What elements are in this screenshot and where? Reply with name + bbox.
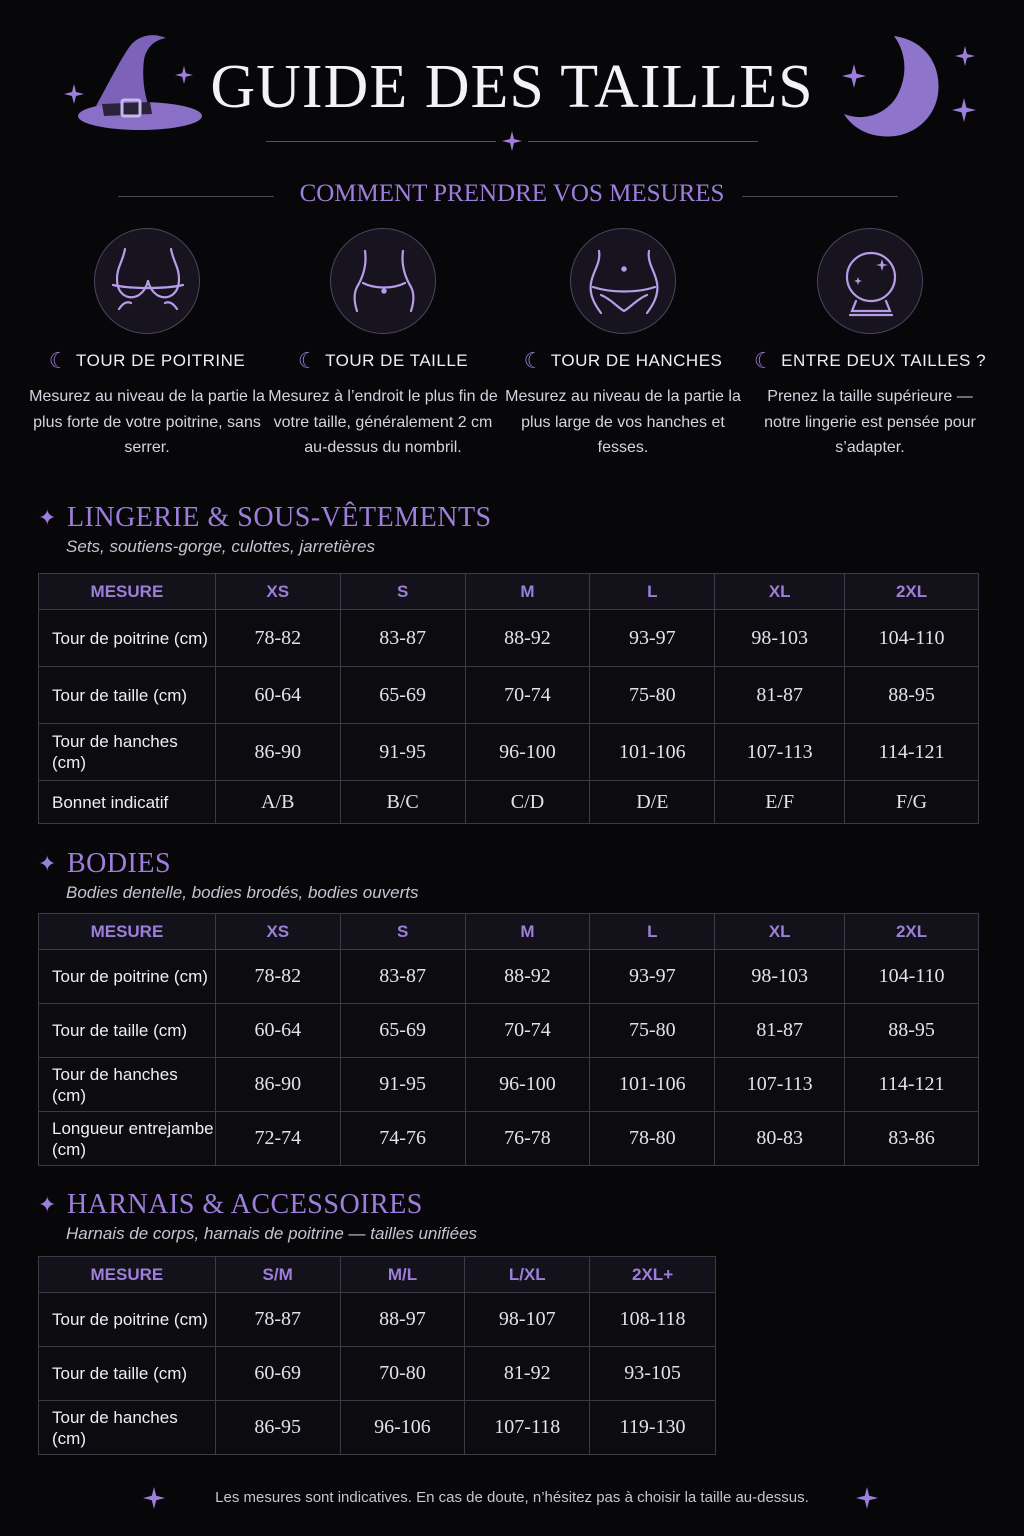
- howto-desc: Mesurez au niveau de la partie la plus forte de votre poitrine, sans serrer.: [29, 388, 265, 456]
- table-cell: 81-87: [715, 667, 845, 724]
- column-header: 2XL: [845, 914, 979, 950]
- table-cell: 91-95: [340, 1058, 465, 1112]
- howto-desc: Prenez la taille supérieure — notre lingerie est pensée pour s’adapter.: [764, 388, 976, 456]
- howto-title: TOUR DE POITRINE: [76, 351, 246, 370]
- size-table-harnais: [38, 1256, 716, 1455]
- howto-title: TOUR DE TAILLE: [325, 351, 469, 370]
- table-cell: 101-106: [590, 1058, 715, 1112]
- howto-title: ENTRE DEUX TAILLES ?: [781, 351, 987, 370]
- table-cell: 83-87: [340, 950, 465, 1004]
- table-cell: 88-95: [845, 667, 979, 724]
- crescent-moon-icon: ☾: [753, 348, 775, 373]
- table-cell: 93-97: [590, 610, 715, 667]
- table-cell: 96-100: [465, 724, 590, 781]
- table-cell: 60-64: [215, 667, 340, 724]
- section-title: LINGERIE & SOUS-VÊTEMENTS: [66, 502, 492, 533]
- waist-icon: [330, 228, 436, 334]
- howto-desc: Mesurez au niveau de la partie la plus large de vos hanches et fesses.: [505, 388, 741, 456]
- column-header: L: [590, 914, 715, 950]
- divider: [742, 196, 898, 197]
- section-title-harnais: [38, 1189, 423, 1221]
- column-header: 2XL: [845, 574, 979, 610]
- table-cell: 70-74: [465, 1004, 590, 1058]
- howto-hips: [503, 228, 743, 461]
- table-cell: 65-69: [340, 667, 465, 724]
- row-label: Bonnet indicatif: [39, 781, 216, 824]
- table-cell: 78-87: [215, 1293, 340, 1347]
- footer-note: Les mesures sont indicatives. En cas de doute, n’hésitez pas à choisir la taille au-dessus.: [215, 1489, 809, 1506]
- table-cell: 93-105: [590, 1347, 716, 1401]
- table-cell: 86-95: [215, 1401, 340, 1455]
- table-cell: 119-130: [590, 1401, 716, 1455]
- table-cell: 88-95: [845, 1004, 979, 1058]
- page-title: GUIDE DES TAILLES: [210, 53, 814, 121]
- table-row: [39, 610, 979, 667]
- table-cell: 81-92: [465, 1347, 590, 1401]
- row-label: Tour de hanches (cm): [39, 724, 216, 781]
- column-header: S: [340, 574, 465, 610]
- table-row: [39, 1004, 979, 1058]
- table-cell: 86-90: [215, 724, 340, 781]
- howto-waist: [263, 228, 503, 461]
- table-cell: 96-106: [340, 1401, 465, 1455]
- table-row: [39, 724, 979, 781]
- sparkle-icon: ✦: [38, 1192, 57, 1217]
- table-row: [39, 1293, 716, 1347]
- table-cell: 104-110: [845, 610, 979, 667]
- table-cell: 114-121: [845, 1058, 979, 1112]
- section-title: BODIES: [66, 848, 172, 879]
- row-label: Tour de taille (cm): [39, 667, 216, 724]
- table-header-row: [39, 914, 979, 950]
- table-cell: 107-113: [715, 1058, 845, 1112]
- column-header: S: [340, 914, 465, 950]
- row-label: Tour de poitrine (cm): [39, 1293, 216, 1347]
- column-header: L/XL: [465, 1257, 590, 1293]
- table-cell: 76-78: [465, 1112, 590, 1166]
- size-table-bodies: [38, 913, 979, 1166]
- section-title-bodies: [38, 848, 171, 880]
- table-cell: 98-107: [465, 1293, 590, 1347]
- table-cell: A/B: [215, 781, 340, 824]
- howto-between: [750, 228, 990, 461]
- sparkle-icon: [842, 64, 866, 88]
- section-subtitle: Harnais de corps, harnais de poitrine — tailles unifiées: [66, 1224, 478, 1243]
- table-cell: 74-76: [340, 1112, 465, 1166]
- column-header: S/M: [215, 1257, 340, 1293]
- crescent-moon-icon: ☾: [523, 348, 544, 373]
- column-header: L: [590, 574, 715, 610]
- table-header-row: [39, 574, 979, 610]
- table-cell: 108-118: [590, 1293, 716, 1347]
- table-cell: 72-74: [215, 1112, 340, 1166]
- table-cell: 60-64: [215, 1004, 340, 1058]
- table-cell: 86-90: [215, 1058, 340, 1112]
- divider: [528, 141, 758, 142]
- table-row: [39, 1112, 979, 1166]
- sparkle-icon: [952, 98, 976, 122]
- crescent-moon-icon: ☾: [297, 348, 319, 373]
- column-header: MESURE: [39, 1257, 216, 1293]
- section-title-lingerie: [38, 502, 492, 534]
- table-row: [39, 950, 979, 1004]
- table-cell: 91-95: [340, 724, 465, 781]
- table-cell: 83-87: [340, 610, 465, 667]
- column-header: XS: [215, 574, 340, 610]
- column-header: M: [465, 574, 590, 610]
- sparkle-icon: ✦: [38, 851, 57, 876]
- column-header: M: [465, 914, 590, 950]
- hips-icon: [570, 228, 676, 334]
- howto-title: TOUR DE HANCHES: [550, 351, 723, 370]
- divider: [266, 141, 496, 142]
- table-cell: 65-69: [340, 1004, 465, 1058]
- row-label: Tour de taille (cm): [39, 1347, 216, 1401]
- table-cell: 78-82: [215, 610, 340, 667]
- section-subtitle: COMMENT PRENDRE VOS MESURES: [299, 180, 725, 207]
- table-cell: 78-80: [590, 1112, 715, 1166]
- table-cell: 80-83: [715, 1112, 845, 1166]
- table-row: [39, 1401, 716, 1455]
- table-cell: 88-92: [465, 950, 590, 1004]
- howto-desc: Mesurez à l’endroit le plus fin de votre taille, généralement 2 cm au-dessus du nombril.: [268, 388, 498, 456]
- table-cell: 114-121: [845, 724, 979, 781]
- row-label: Tour de hanches (cm): [39, 1401, 216, 1455]
- table-cell: 93-97: [590, 950, 715, 1004]
- table-header-row: [39, 1257, 716, 1293]
- table-cell: 96-100: [465, 1058, 590, 1112]
- sparkle-icon: [856, 1487, 878, 1509]
- column-header: XL: [715, 574, 845, 610]
- section-title: HARNAIS & ACCESSOIRES: [66, 1189, 423, 1220]
- column-header: XS: [215, 914, 340, 950]
- table-row: [39, 1347, 716, 1401]
- table-cell: 75-80: [590, 1004, 715, 1058]
- row-label: Tour de taille (cm): [39, 1004, 216, 1058]
- table-cell: 78-82: [215, 950, 340, 1004]
- size-table-lingerie: [38, 573, 979, 824]
- table-row: [39, 667, 979, 724]
- sparkle-icon: [502, 131, 522, 151]
- section-subtitle: Sets, soutiens-gorge, culottes, jarretières: [66, 537, 375, 556]
- howto-bust: [27, 228, 267, 461]
- table-cell: 104-110: [845, 950, 979, 1004]
- table-row: [39, 781, 979, 824]
- column-header: 2XL+: [590, 1257, 716, 1293]
- table-cell: 83-86: [845, 1112, 979, 1166]
- table-cell: 81-87: [715, 1004, 845, 1058]
- sparkle-icon: [955, 46, 975, 66]
- row-label: Longueur entrejambe (cm): [39, 1112, 216, 1166]
- table-cell: D/E: [590, 781, 715, 824]
- section-subtitle: Bodies dentelle, bodies brodés, bodies ouverts: [66, 883, 419, 902]
- table-cell: 98-103: [715, 610, 845, 667]
- table-cell: 60-69: [215, 1347, 340, 1401]
- table-cell: 98-103: [715, 950, 845, 1004]
- table-cell: F/G: [845, 781, 979, 824]
- table-cell: C/D: [465, 781, 590, 824]
- column-header: XL: [715, 914, 845, 950]
- table-row: [39, 1058, 979, 1112]
- sparkle-icon: ✦: [38, 505, 57, 530]
- table-cell: 70-74: [465, 667, 590, 724]
- table-cell: 107-118: [465, 1401, 590, 1455]
- row-label: Tour de hanches (cm): [39, 1058, 216, 1112]
- column-header: MESURE: [39, 914, 216, 950]
- column-header: M/L: [340, 1257, 465, 1293]
- table-cell: B/C: [340, 781, 465, 824]
- bust-icon: [94, 228, 200, 334]
- table-cell: 75-80: [590, 667, 715, 724]
- table-cell: 88-97: [340, 1293, 465, 1347]
- crystal-ball-icon: [817, 228, 923, 334]
- column-header: MESURE: [39, 574, 216, 610]
- row-label: Tour de poitrine (cm): [39, 610, 216, 667]
- table-cell: E/F: [715, 781, 845, 824]
- table-cell: 88-92: [465, 610, 590, 667]
- row-label: Tour de poitrine (cm): [39, 950, 216, 1004]
- crescent-moon-icon: ☾: [48, 348, 70, 373]
- table-cell: 70-80: [340, 1347, 465, 1401]
- table-cell: 107-113: [715, 724, 845, 781]
- table-cell: 101-106: [590, 724, 715, 781]
